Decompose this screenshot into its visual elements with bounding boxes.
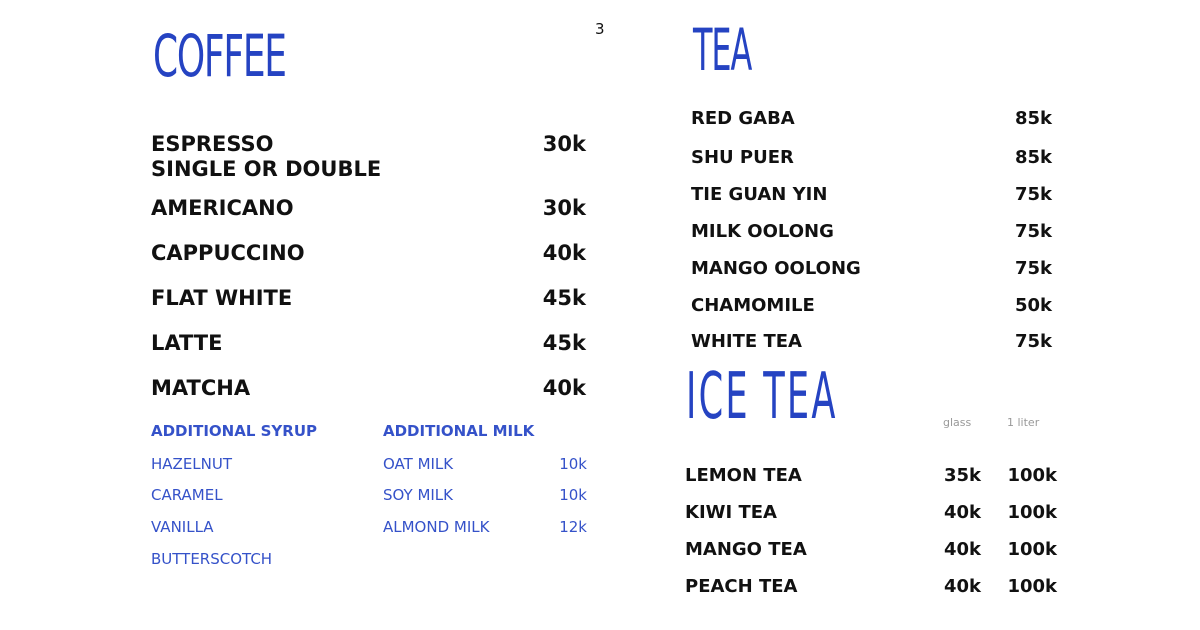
item-name: CHAMOMILE (691, 295, 815, 316)
item-name: CAPPUCCINO (151, 241, 305, 265)
milk-price: 10k (559, 455, 587, 473)
item-price: 75k (1014, 331, 1052, 352)
item-name: SHU PUER (691, 147, 794, 168)
item-name: MILK OOLONG (691, 221, 834, 242)
item-name: LATTE (151, 331, 223, 355)
glass-price: 40k (943, 539, 981, 560)
menu-item (151, 196, 586, 220)
item-price: 40k (542, 376, 586, 400)
item-price: 45k (542, 331, 586, 355)
menu-item (151, 286, 586, 310)
milk-name: SOY MILK (383, 486, 453, 504)
glass-price: 35k (943, 465, 981, 486)
coffee-title: COFFEE (153, 22, 286, 90)
liter-price: 100k (1007, 576, 1057, 597)
menu-item (151, 331, 586, 355)
tea-item (691, 258, 1052, 279)
milk-price: 10k (559, 486, 587, 504)
milk-price: 12k (559, 518, 587, 536)
item-name: MATCHA (151, 376, 251, 400)
ice-tea-item (685, 539, 1057, 560)
milk-item (383, 518, 587, 536)
milk-item (383, 486, 587, 504)
menu-item-espresso (151, 132, 586, 156)
item-name: FLAT WHITE (151, 286, 293, 310)
item-name: ESPRESSO (151, 132, 274, 156)
tea-item (691, 221, 1052, 242)
item-price: 75k (1014, 184, 1052, 205)
item-price: 30k (542, 196, 586, 220)
tea-item (691, 108, 1052, 129)
liter-price: 100k (1007, 502, 1057, 523)
milk-name: OAT MILK (383, 455, 454, 473)
tea-item (691, 147, 1052, 168)
item-price: 50k (1014, 295, 1052, 316)
page-number: 3 (595, 20, 605, 38)
syrup-item: CARAMEL (151, 486, 223, 504)
milk-item (383, 455, 587, 473)
item-name: MANGO TEA (685, 539, 807, 560)
item-name: TIE GUAN YIN (691, 184, 828, 205)
syrup-item: VANILLA (151, 518, 214, 536)
menu-item (151, 376, 586, 400)
item-subtitle: SINGLE OR DOUBLE (151, 157, 382, 181)
item-name: LEMON TEA (685, 465, 802, 486)
item-price: 45k (542, 286, 586, 310)
tea-item (691, 331, 1052, 352)
tea-item (691, 184, 1052, 205)
item-name: MANGO OOLONG (691, 258, 861, 279)
item-name: PEACH TEA (685, 576, 798, 597)
liter-column-label: 1 liter (1007, 416, 1040, 429)
item-name: RED GABA (691, 108, 795, 129)
glass-column-label: glass (943, 416, 972, 429)
item-price: 75k (1014, 258, 1052, 279)
item-price: 30k (542, 132, 586, 156)
syrup-item: BUTTERSCOTCH (151, 550, 273, 568)
tea-title: TEA (693, 16, 752, 84)
liter-price: 100k (1007, 539, 1057, 560)
ice-tea-item (685, 465, 1057, 486)
item-name: AMERICANO (151, 196, 294, 220)
milk-heading: ADDITIONAL MILK (383, 422, 535, 440)
syrup-item: HAZELNUT (151, 455, 233, 473)
ice-tea-item (685, 502, 1057, 523)
item-price: 85k (1014, 108, 1052, 129)
glass-price: 40k (943, 576, 981, 597)
menu-item (151, 241, 586, 265)
item-price: 40k (542, 241, 586, 265)
item-name: WHITE TEA (691, 331, 802, 352)
tea-item (691, 295, 1052, 316)
ice-tea-title: ICE TEA (686, 360, 838, 434)
milk-name: ALMOND MILK (383, 518, 490, 536)
item-name: KIWI TEA (685, 502, 777, 523)
ice-tea-item (685, 576, 1057, 597)
syrup-heading: ADDITIONAL SYRUP (151, 422, 317, 440)
liter-price: 100k (1007, 465, 1057, 486)
item-price: 85k (1014, 147, 1052, 168)
glass-price: 40k (943, 502, 981, 523)
item-price: 75k (1014, 221, 1052, 242)
